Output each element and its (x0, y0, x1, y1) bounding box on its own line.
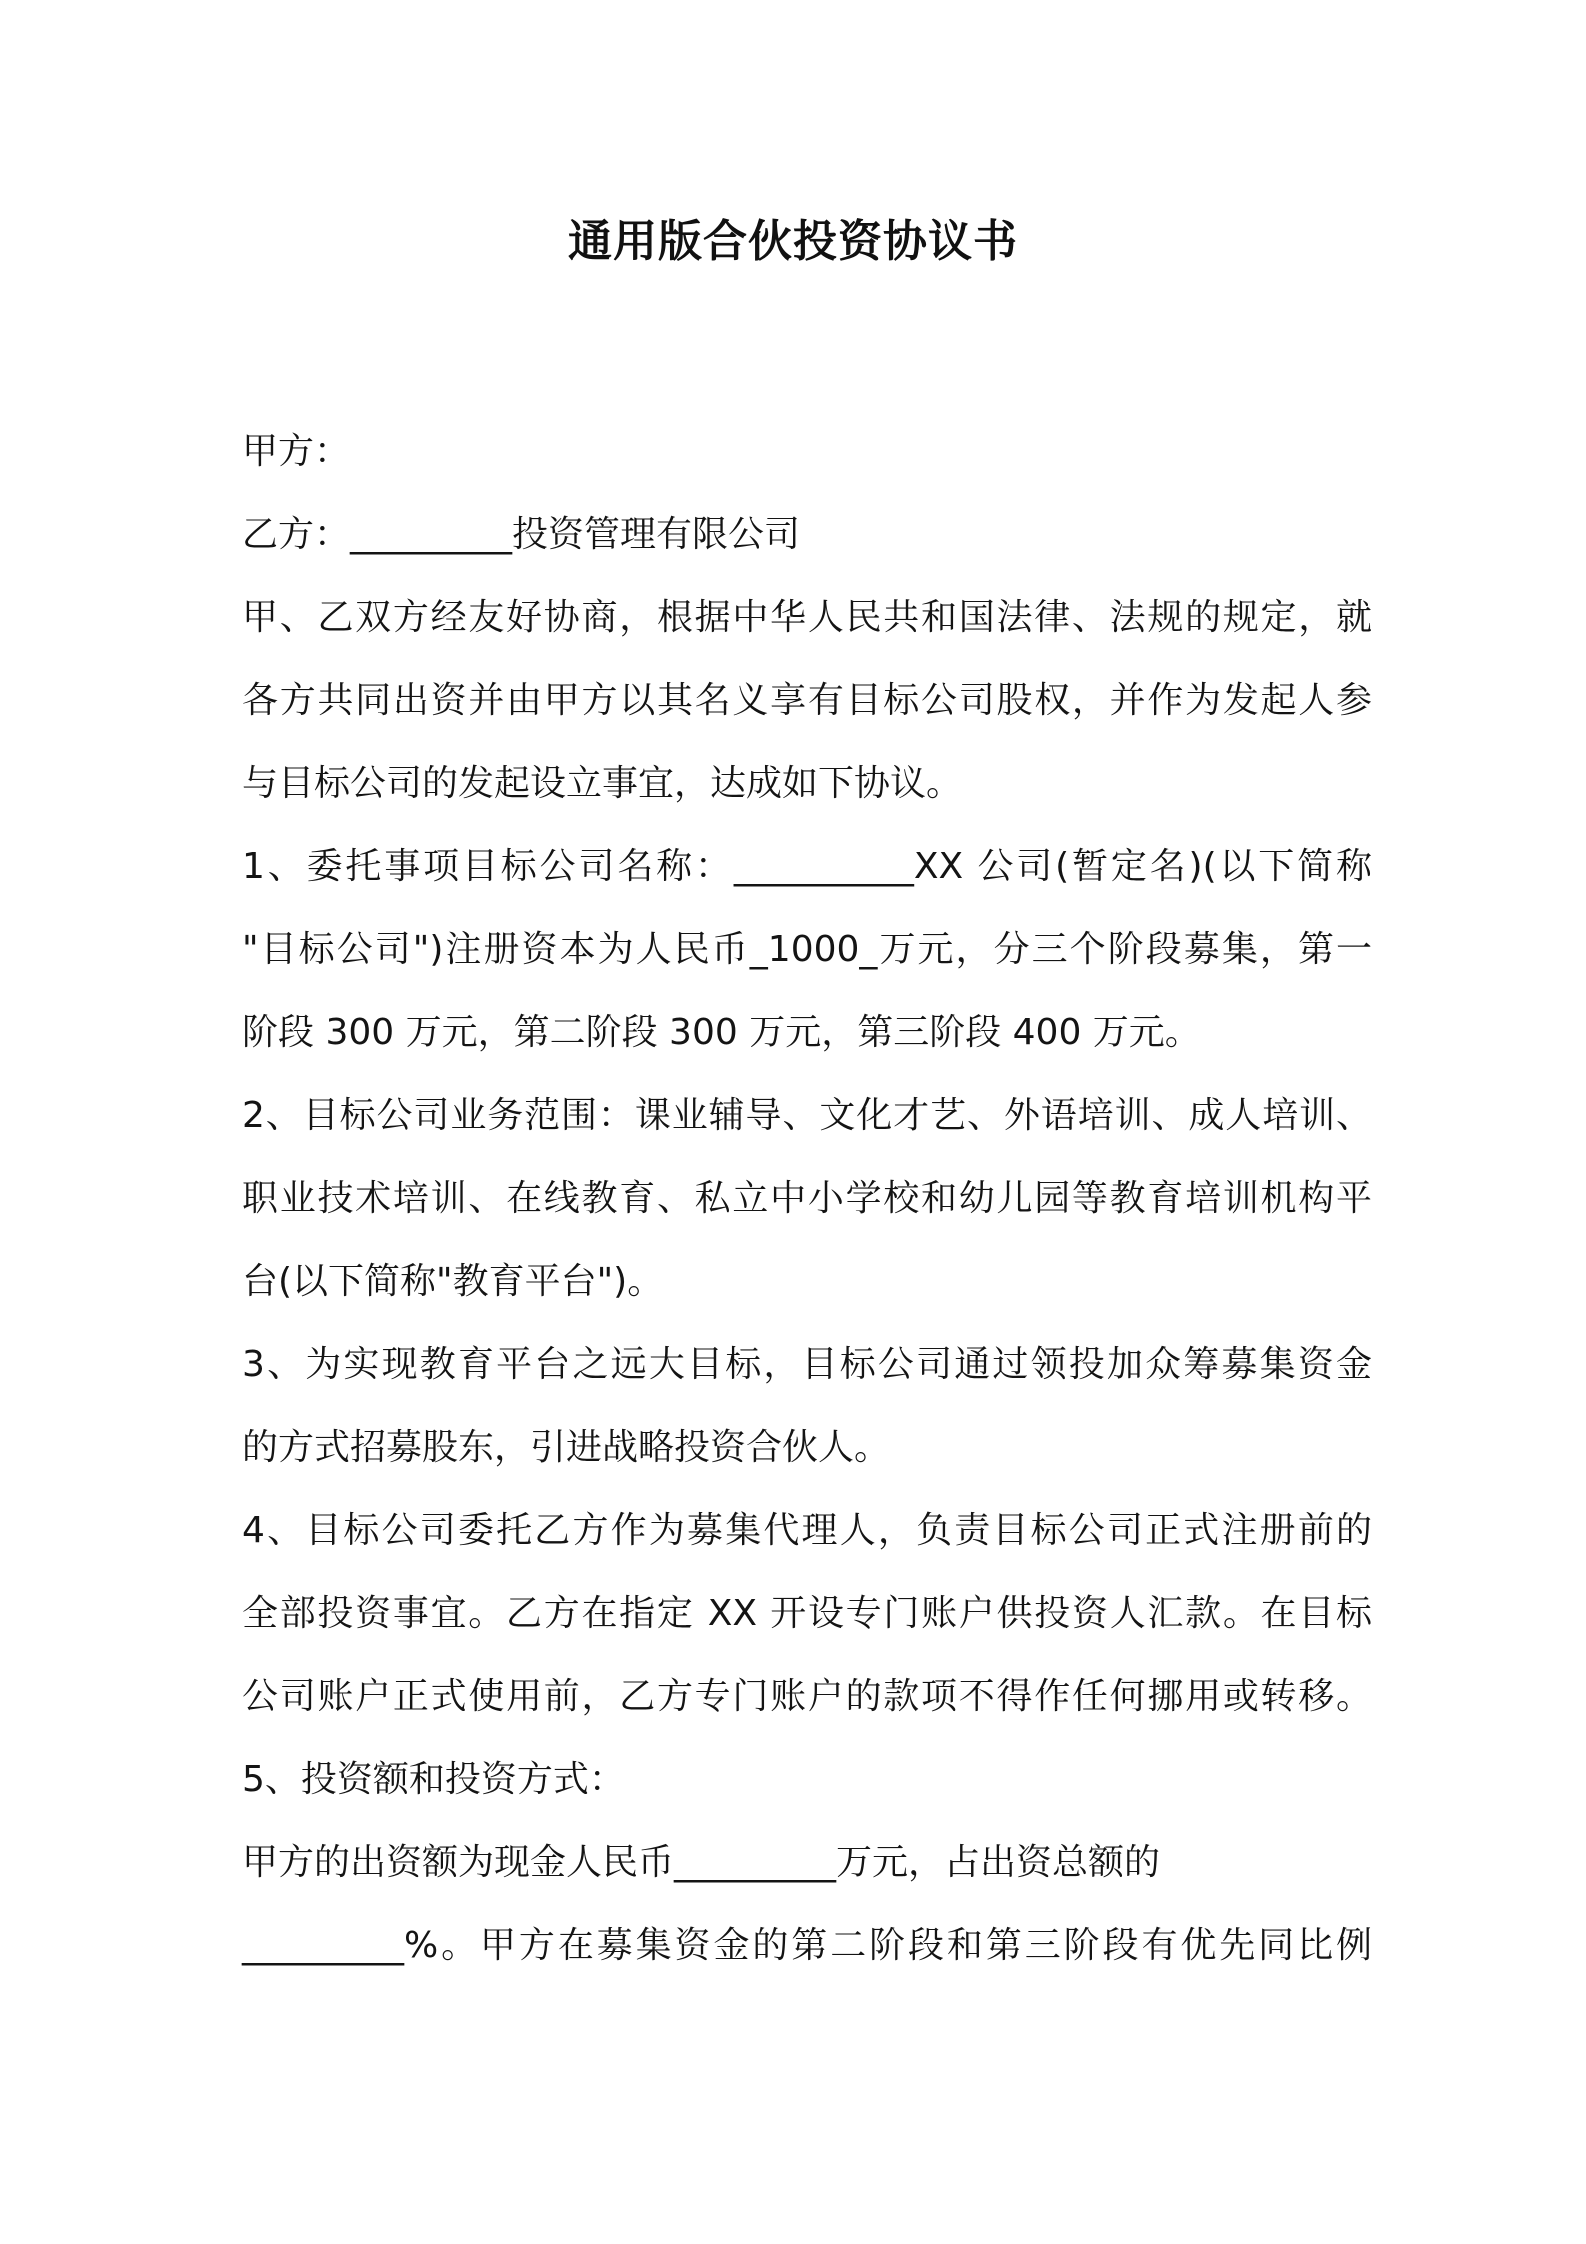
clause-1-line: "目标公司")注册资本为人民币_1000_万元，分三个阶段募集，第一 (242, 929, 1372, 970)
clause-1-line: 阶段 300 万元，第二阶段 300 万元，第三阶段 400 万元。 (242, 1012, 1201, 1053)
party-a-line: 甲方： (242, 431, 351, 472)
clause-3-line: 3、为实现教育平台之远大目标，目标公司通过领投加众筹募集资金 (242, 1344, 1372, 1385)
clause-4-line: 公司账户正式使用前，乙方专门账户的款项不得作任何挪用或转移。 (242, 1676, 1372, 1717)
clause-5-heading: 5、投资额和投资方式： (242, 1759, 625, 1800)
clause-5-line: 甲方的出资额为现金人民币_________万元，占出资总额的 (242, 1842, 1161, 1883)
paragraph-line: 各方共同出资并由甲方以其名义享有目标公司股权，并作为发起人参 (242, 680, 1372, 721)
clause-2-line: 职业技术培训、在线教育、私立中小学校和幼儿园等教育培训机构平 (242, 1178, 1372, 1219)
clause-4-line: 全部投资事宜。乙方在指定 XX 开设专门账户供投资人汇款。在目标 (242, 1593, 1372, 1634)
clause-2-line: 2、目标公司业务范围：课业辅导、文化才艺、外语培训、成人培训、 (242, 1095, 1372, 1136)
document-title: 通用版合伙投资协议书 (568, 216, 1018, 267)
party-b-line: 乙方：_________投资管理有限公司 (242, 514, 801, 555)
clause-3-line: 的方式招募股东，引进战略投资合伙人。 (242, 1427, 891, 1468)
paragraph-line: 与目标公司的发起设立事宜，达成如下协议。 (242, 763, 963, 804)
clause-5-line: _________%。甲方在募集资金的第二阶段和第三阶段有优先同比例 (242, 1925, 1372, 1966)
clause-4-line: 4、目标公司委托乙方作为募集代理人，负责目标公司正式注册前的 (242, 1510, 1372, 1551)
document-body (242, 410, 1372, 1987)
clause-2-line: 台(以下简称"教育平台")。 (242, 1261, 664, 1302)
clause-1-line: 1、委托事项目标公司名称：__________XX 公司(暂定名)(以下简称 (242, 846, 1372, 887)
paragraph-line: 甲、乙双方经友好协商，根据中华人民共和国法律、法规的规定，就 (242, 597, 1372, 638)
